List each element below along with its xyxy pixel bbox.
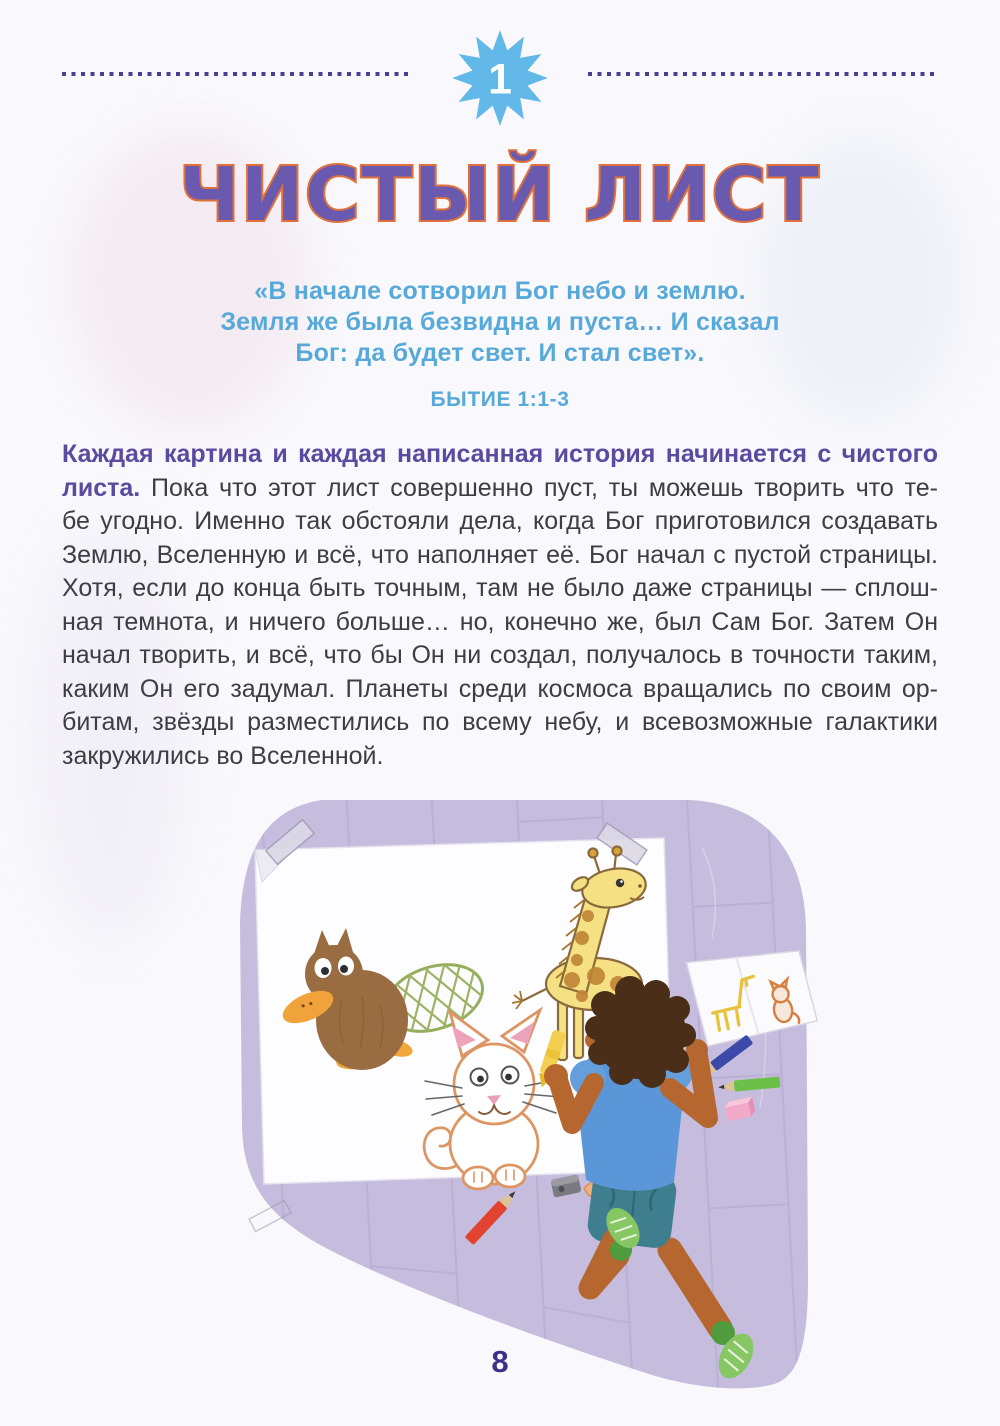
body-line: бе угодно. Именно так обстояли дела, когда Бог приготовился создавать xyxy=(62,507,938,535)
dotted-rule-left xyxy=(62,72,412,76)
quote-line: Земля же была безвидна и пуста… И сказал xyxy=(220,308,780,336)
chapter-header xyxy=(0,0,1000,140)
scripture-quote xyxy=(0,276,1000,415)
body-line: ная темнота, и ничего больше… но, конечно же, был Сам Бог. Затем Он xyxy=(62,607,938,636)
chapter-number: 1 xyxy=(488,55,512,104)
body-line: Каждая картина и каждая написанная история начинается с чистого xyxy=(62,440,938,468)
illustration-boy-drawing xyxy=(222,788,818,1400)
body-line: каким Он его задумал. Планеты среди космоса вращались по своим ор- xyxy=(62,674,938,703)
body-line: битам, звёзды разместились по всему небу, и всевозможные галактики xyxy=(62,708,938,736)
page-number: 8 xyxy=(491,1344,509,1379)
body-line: закружились во Вселенной. xyxy=(62,741,384,770)
dotted-rule-right xyxy=(588,72,938,76)
starburst-chapter-badge xyxy=(448,24,552,132)
title-wrap xyxy=(0,138,1000,258)
quote-line: «В начале сотворил Бог небо и землю. xyxy=(254,277,746,305)
scripture-reference: БЫТИЕ 1:1-3 xyxy=(430,388,570,411)
body-line: Землю, Вселенную и всё, что наполняет её. Бог начал с пустой страницы. xyxy=(62,540,938,569)
body-line: Хотя, если до конца быть точным, там не было даже страницы — сплош- xyxy=(62,574,938,602)
quote-line: Бог: да будет свет. И стал свет». xyxy=(295,339,705,367)
body-line: начал творить, и всё, что бы Он ни создал, получалось в точности таким, xyxy=(62,641,938,669)
body-line: листа. Пока что этот лист совершенно пуст, ты можешь творить что те- xyxy=(62,473,938,502)
page-title: ЧИСТЫЙ ЛИСТ xyxy=(179,152,821,238)
body-paragraph xyxy=(62,438,938,773)
